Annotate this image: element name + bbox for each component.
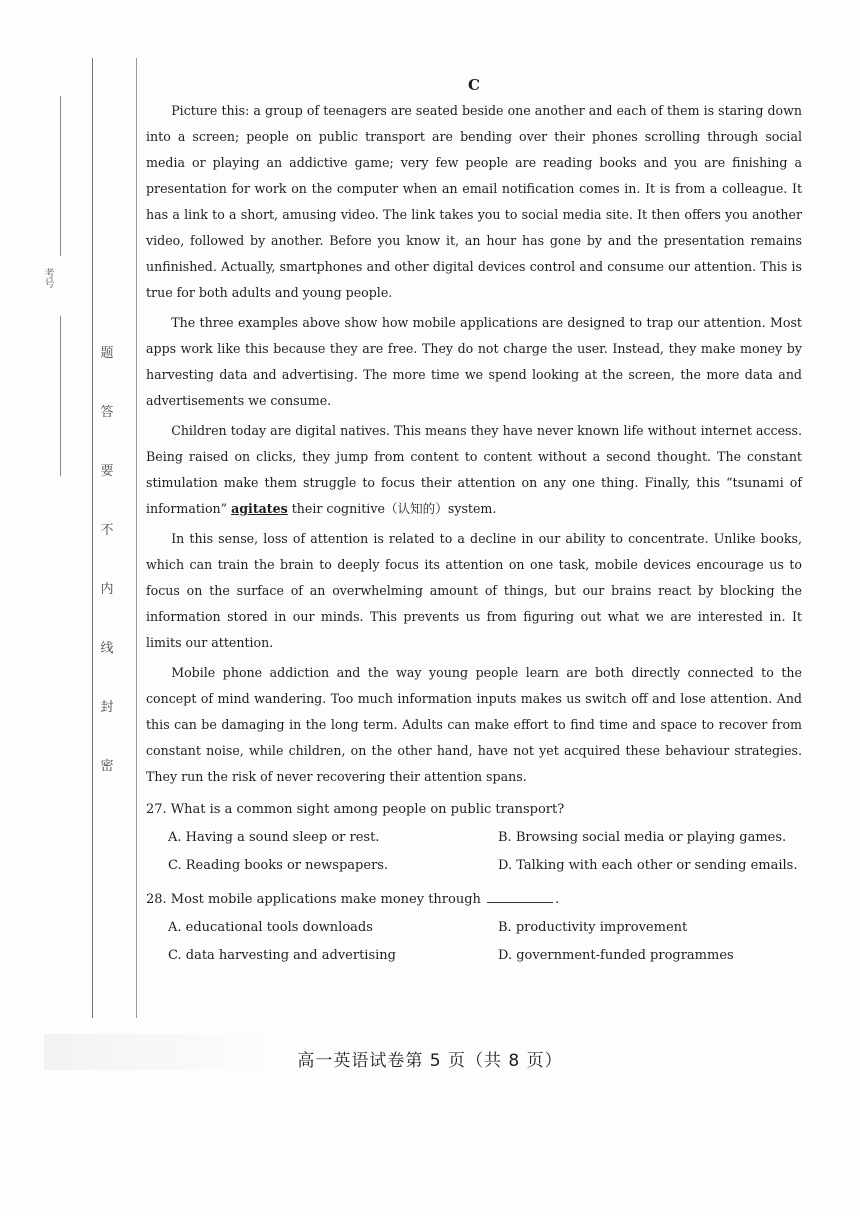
exam-number-line-top (60, 96, 61, 256)
answer-blank (487, 902, 553, 903)
exam-number-label: 考号 (42, 268, 53, 288)
option-c: C. Reading books or newspapers. (168, 858, 389, 873)
seal-line-notice (96, 342, 118, 774)
question-stem: 27. What is a common sight among people on public transport? (146, 802, 565, 817)
binding-margin-line (92, 58, 93, 1018)
passage-paragraph: In this sense, loss of attention is related to a decline in our ability to concentrate. Unlike books, which can train the brain to deeply focus its attention on one task, mobile devices encourage us to focus on the surface of an overwhelming amount of things, but our brains react by blocking the information stored in our minds. This prevents us from figuring out what we are interested in. It limits our attention. (146, 531, 802, 650)
option-b: B. Browsing social media or playing games. (498, 830, 787, 845)
seal-char: 不 (100, 523, 114, 538)
exam-number-line-bottom (60, 316, 61, 476)
question-options (168, 824, 802, 880)
passage-paragraph: Picture this: a group of teenagers are seated beside one another and each of them is staring down into a screen; people on public transport are bending over their phones scrolling through social media or playing an addictive game; very few people are reading books and you are finishing a presentation for work on the computer when an email notification comes in. It is from a colleague. It has a link to a short, amusing video. The link takes you to social media site. It then offers you another video, followed by another. Before you know it, an hour has gone by and the presentation remains unfinished. Actually, smartphones and other digital devices control and consume our attention. This is true for both adults and young people. (146, 103, 802, 300)
passage-paragraph (146, 418, 802, 522)
seal-char: 答 (100, 405, 114, 420)
seal-char: 封 (100, 700, 114, 715)
option-c: C. data harvesting and advertising (168, 948, 396, 963)
reading-section (146, 76, 802, 970)
page-footer: 高一英语试卷第 5 页（共 8 页） (297, 1051, 563, 1071)
passage-paragraph: The three examples above show how mobile applications are designed to trap our attention. Most apps work like this because they are free. They do not charge the user. Instead, they make money by harvesting data and advertising. The more time we spend looking at the screen, the more data and advertisements we consume. (146, 315, 802, 408)
question-options (168, 914, 802, 970)
question-stem-text: 28. Most mobile applications make money through (146, 892, 481, 907)
seal-char: 密 (100, 759, 114, 774)
paragraph-text: their cognitive（认知的）system. (287, 501, 497, 516)
seal-char: 内 (100, 582, 114, 597)
binding-margin-line-inner (136, 58, 137, 1018)
option-b: B. productivity improvement (498, 920, 688, 935)
section-letter: C (468, 76, 480, 94)
question-stem (146, 886, 802, 914)
option-d: D. Talking with each other or sending emails. (498, 858, 798, 873)
highlighted-word: agitates (231, 501, 288, 516)
option-a: A. Having a sound sleep or rest. (168, 830, 380, 845)
option-d: D. government-funded programmes (498, 948, 734, 963)
paragraph-text: Children today are digital natives. This means they have never known life without internet access. Being raised on clicks, they jump from content to content without a second thought. The constant stimulation make them struggle to focus their attention on any one thing. Finally, this “tsunami of information” (146, 423, 802, 516)
option-a: A. educational tools downloads (168, 920, 373, 935)
seal-char: 题 (100, 346, 114, 361)
passage-paragraph: Mobile phone addiction and the way young people learn are both directly connected to the concept of mind wandering. Too much information inputs makes us switch off and lose attention. And this can be damaging in the long term. Adults can make effort to find time and space to recover from constant noise, while children, on the other hand, have not yet acquired these behaviour strategies. They run the risk of never recovering their attention spans. (146, 665, 802, 784)
seal-char: 线 (100, 641, 114, 656)
question-stem-end: . (555, 892, 560, 907)
seal-char: 要 (100, 464, 114, 479)
